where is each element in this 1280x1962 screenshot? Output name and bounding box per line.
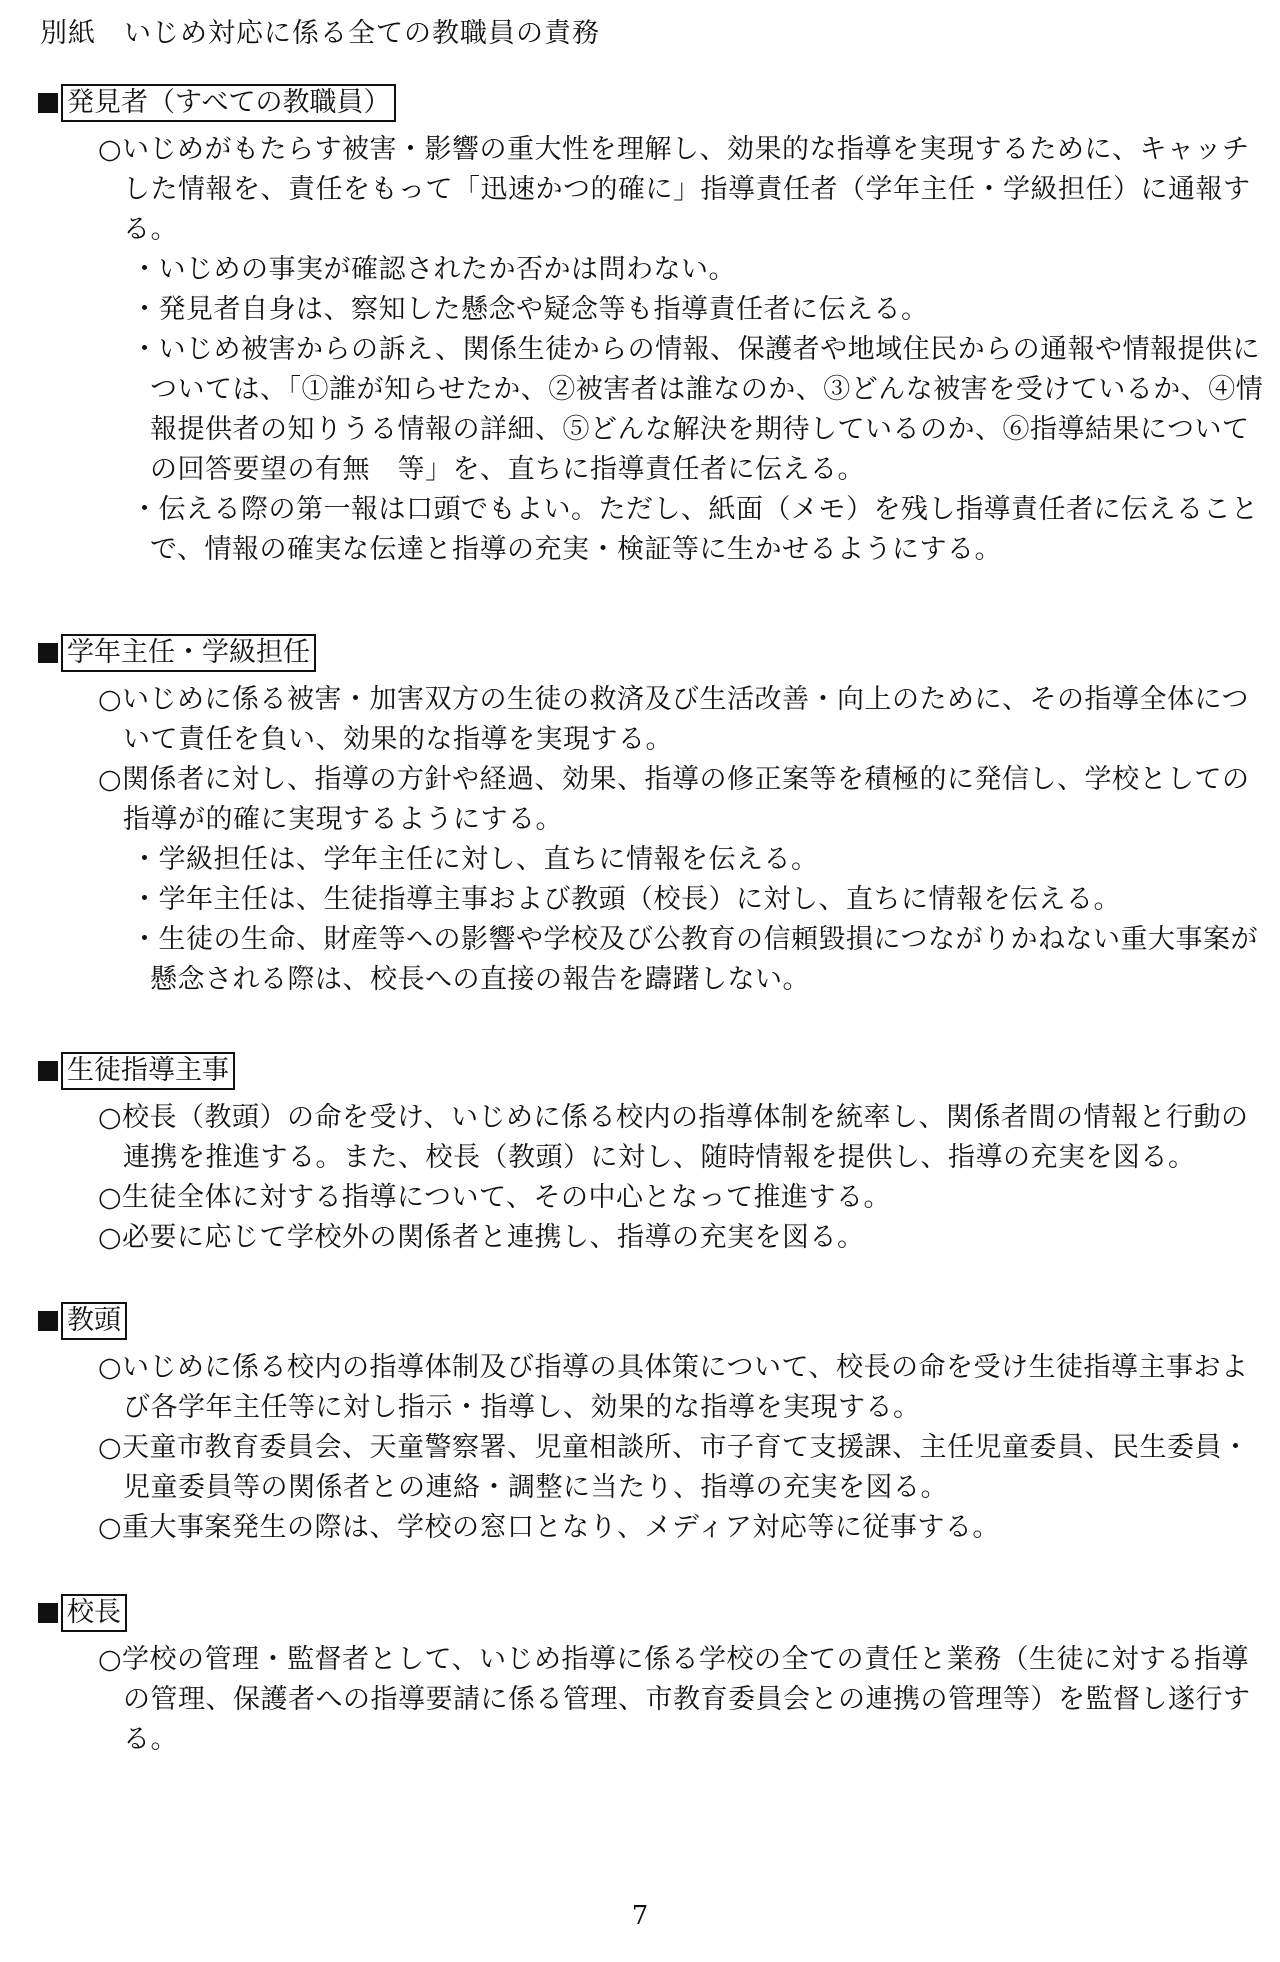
bullet-line: ・生徒の生命、財産等への影響や学校及び公教育の信頼毀損につながりかねない重大事案が — [131, 924, 1258, 955]
paragraph-line: る。 — [123, 214, 178, 245]
bullet-line: の回答要望の有無 等」を、直ちに指導責任者に伝える。 — [150, 454, 865, 485]
bullet-line: ・伝える際の第一報は口頭でもよい。ただし、紙面（メモ）を残し指導責任者に伝えること — [131, 494, 1259, 525]
document-title: 別紙 いじめ対応に係る全ての教職員の責務 — [40, 18, 600, 49]
section-heading-label: 生徒指導主事 — [61, 1052, 235, 1090]
bullet-line: ・学年主任は、生徒指導主事および教頭（校長）に対し、直ちに情報を伝える。 — [131, 884, 1121, 915]
bullet-line: ・発見者自身は、察知した懸念や疑念等も指導責任者に伝える。 — [131, 294, 929, 325]
page-number: 7 — [631, 1901, 649, 1931]
paragraph-line: 連携を推進する。また、校長（教頭）に対し、随時情報を提供し、指導の充実を図る。 — [123, 1142, 1196, 1173]
paragraph-line: ○必要に応じて学校外の関係者と連携し、指導の充実を図る。 — [98, 1222, 865, 1253]
black-square-bullet-icon — [38, 1603, 58, 1623]
paragraph-line: ○天童市教育委員会、天童警察署、児童相談所、市子育て支援課、主任児童委員、民生委員・ — [98, 1432, 1250, 1463]
paragraph-line: 児童委員等の関係者との連絡・調整に当たり、指導の充実を図る。 — [123, 1472, 948, 1503]
black-square-bullet-icon — [38, 93, 58, 113]
bullet-line: 報提供者の知りうる情報の詳細、⑤どんな解決を期待しているのか、⑥指導結果について — [150, 414, 1250, 445]
section-heading-label: 教頭 — [61, 1302, 127, 1340]
paragraph-line: いて責任を負い、効果的な指導を実現する。 — [123, 724, 673, 755]
section-heading — [38, 84, 1268, 122]
paragraph-line: ○いじめに係る被害・加害双方の生徒の救済及び生活改善・向上のために、その指導全体につ — [98, 684, 1250, 715]
paragraph-line: び各学年主任等に対し指示・指導し、効果的な指導を実現する。 — [123, 1392, 921, 1423]
bullet-line: 懸念される際は、校長への直接の報告を躊躇しない。 — [150, 964, 810, 995]
section-heading-label: 学年主任・学級担任 — [61, 634, 316, 672]
bullet-line: ・いじめの事実が確認されたか否かは問わない。 — [131, 254, 736, 285]
paragraph-line: る。 — [123, 1724, 178, 1755]
section-heading — [38, 1594, 1268, 1632]
paragraph-line: の管理、保護者への指導要請に係る管理、市教育委員会との連携の管理等）を監督し遂行す — [123, 1684, 1251, 1715]
black-square-bullet-icon — [38, 1061, 58, 1081]
section-grade-homeroom — [38, 634, 1268, 1000]
black-square-bullet-icon — [38, 643, 58, 663]
section-principal — [38, 1594, 1268, 1760]
bullet-line: ・いじめ被害からの訴え、関係生徒からの情報、保護者や地域住民からの通報や情報提供に — [131, 334, 1261, 365]
section-vice-principal — [38, 1302, 1268, 1548]
section-heading — [38, 1052, 1268, 1090]
bullet-line: で、情報の確実な伝達と指導の充実・検証等に生かせるようにする。 — [150, 534, 1002, 565]
black-square-bullet-icon — [38, 1311, 58, 1331]
section-heading — [38, 634, 1268, 672]
paragraph-line: ○いじめに係る校内の指導体制及び指導の具体策について、校長の命を受け生徒指導主事およ — [98, 1352, 1249, 1383]
section-discoverer — [38, 84, 1268, 570]
bullet-line: ついては、「①誰が知らせたか、②被害者は誰なのか、③どんな被害を受けているか、④情 — [150, 374, 1264, 405]
section-heading-label: 発見者（すべての教職員） — [61, 84, 396, 122]
paragraph-line: ○関係者に対し、指導の方針や経過、効果、指導の修正案等を積極的に発信し、学校としての — [98, 764, 1250, 795]
paragraph-line: ○重大事案発生の際は、学校の窓口となり、メディア対応等に従事する。 — [98, 1512, 1000, 1543]
section-heading — [38, 1302, 1268, 1340]
section-heading-label: 校長 — [61, 1594, 127, 1632]
paragraph-line: ○学校の管理・監督者として、いじめ指導に係る学校の全ての責任と業務（生徒に対する指導 — [98, 1644, 1250, 1675]
bullet-line: ・学級担任は、学年主任に対し、直ちに情報を伝える。 — [131, 844, 819, 875]
paragraph-line: ○校長（教頭）の命を受け、いじめに係る校内の指導体制を統率し、関係者間の情報と行動の — [98, 1102, 1249, 1133]
paragraph-line: した情報を、責任をもって「迅速かつ的確に」指導責任者（学年主任・学級担任）に通報す — [123, 174, 1251, 205]
section-student-guidance — [38, 1052, 1268, 1258]
paragraph-line: 指導が的確に実現するようにする。 — [123, 804, 563, 835]
paragraph-line: ○生徒全体に対する指導について、その中心となって推進する。 — [98, 1182, 891, 1213]
paragraph-line: ○いじめがもたらす被害・影響の重大性を理解し、効果的な指導を実現するために、キャッチ — [98, 134, 1250, 165]
